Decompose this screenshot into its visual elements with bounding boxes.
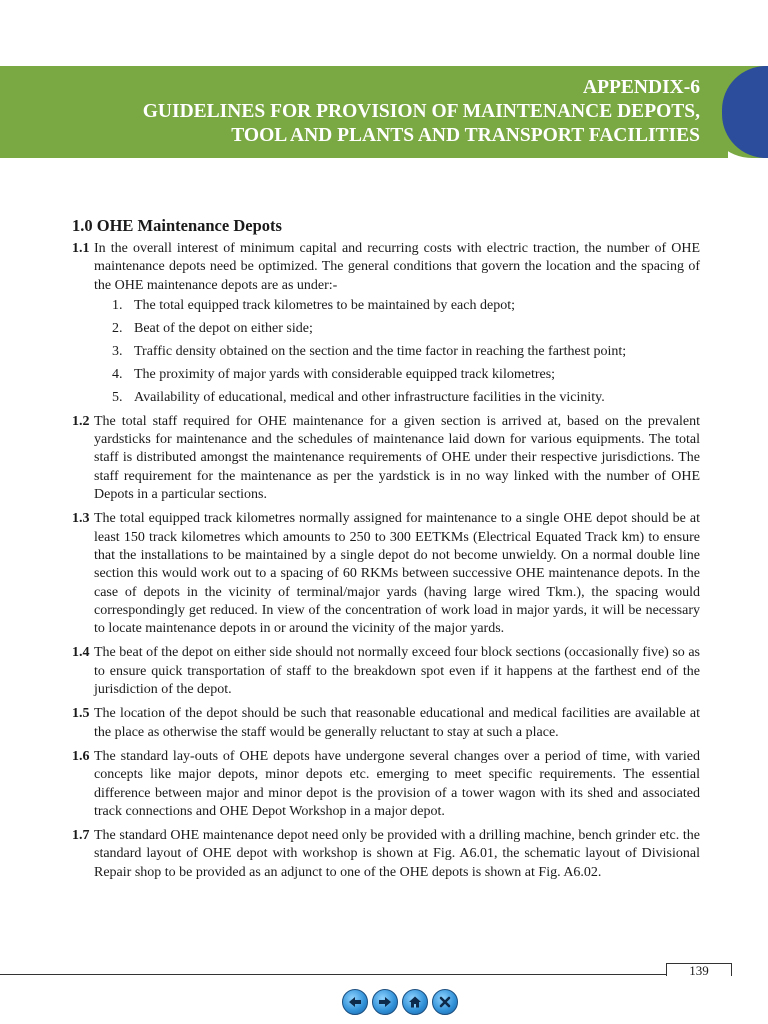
home-icon (408, 995, 422, 1009)
close-icon (438, 995, 452, 1009)
list-item-text: Availability of educational, medical and other infrastructure facilities in the vicinity. (134, 389, 605, 405)
list-item-number: 2. (112, 320, 123, 336)
back-arrow-icon (348, 995, 362, 1009)
appendix-label: APPENDIX-6 (583, 77, 700, 98)
list-item (94, 366, 700, 384)
paragraph-number: 1.3 (72, 511, 90, 527)
list-item-text: Traffic density obtained on the section and the time factor in reaching the farthest point; (134, 343, 627, 359)
list-item (94, 389, 700, 407)
list-item-number: 5. (112, 389, 123, 405)
paragraph-1-5 (72, 705, 700, 742)
paragraph-number: 1.1 (72, 241, 90, 256)
title-line-1: GUIDELINES FOR PROVISION OF MAINTENANCE DEPOTS, (142, 101, 700, 122)
forward-arrow-icon (378, 995, 392, 1009)
list-item-number: 3. (112, 343, 123, 359)
paragraph-text: The total equipped track kilometres normally assigned for maintenance to a single OHE depot should be at least 150 track kilometres which amounts to 250 to 300 EETKMs (Electrical Equated Track km) to ensure that the installations to be maintained by a single depot do not become unwieldy. On a normal double line section this would work out to a spacing of 60 RKMs between successive OHE maintenance depots. In the case of depots in the vicinity of terminal/major yards (having large wired Tkm.), the spacing would correspondingly get reduced. In view of the concentration of work load in major yards, it will be necessary to locate maintenance depots in or around the vicinity of the major yards. (94, 511, 700, 637)
paragraph-1-4 (72, 644, 700, 699)
section-heading: 1.0 OHE Maintenance Depots (72, 216, 282, 235)
paragraph-text: The standard lay-outs of OHE depots have undergone several changes over a period of time, with varied concepts like major depots, minor depots etc. emerging to meet specific requirements. The essential difference between major and minor depot is the provision of a tower wagon with its shed and associated track connections and OHE Depot Workshop in a major depot. (94, 748, 700, 819)
main-content (72, 240, 700, 888)
paragraph-text: The location of the depot should be such that reasonable educational and medical facilities are available at the place as otherwise the staff would be generally reluctant to stay at such a place. (94, 706, 700, 740)
close-button[interactable] (432, 989, 458, 1015)
paragraph-number: 1.6 (72, 748, 90, 764)
paragraph-number: 1.7 (72, 828, 90, 844)
list-item-number: 4. (112, 366, 123, 382)
footer-rule (0, 974, 666, 975)
back-button[interactable] (342, 989, 368, 1015)
list-item-text: The total equipped track kilometres to be maintained by each depot; (134, 297, 515, 313)
paragraph-text: The standard OHE maintenance depot need only be provided with a drilling machine, bench grinder etc. the standard layout of OHE depot with workshop is shown at Fig. A6.01, the schematic layout of Divisional Repair shop to be provided as an adjunct to one of the OHE depots is shown at Fig. A6.02. (94, 828, 700, 880)
navigation-bar (342, 989, 458, 1015)
paragraph-text: The beat of the depot on either side should not normally exceed four block sections (occasionally five) so as to ensure quick transportation of staff to the breakdown spot even if it happens at the farthest end of the jurisdiction of the depot. (94, 645, 700, 698)
header-title-block (143, 76, 700, 148)
paragraph-1-6 (72, 748, 700, 821)
page-number-box (666, 963, 732, 976)
paragraph-number: 1.4 (72, 645, 90, 661)
paragraph-text: In the overall interest of minimum capital and recurring costs with electric traction, the number of OHE maintenance depots need be optimized. The general conditions that govern the location and the spacing of the OHE maintenance depots are as under:- (94, 241, 700, 293)
home-button[interactable] (402, 989, 428, 1015)
forward-button[interactable] (372, 989, 398, 1015)
list-item (94, 320, 700, 338)
page-number: 139 (689, 963, 709, 978)
list-item-text: Beat of the depot on either side; (134, 320, 313, 336)
paragraph-number: 1.5 (72, 706, 90, 722)
title-line-2: TOOL AND PLANTS AND TRANSPORT FACILITIES (231, 125, 700, 146)
paragraph-text: The total staff required for OHE maintenance for a given section is arrived at, based on the prevalent yardsticks for maintenance and the schedules of maintenance laid down for various equipments. The total staff is distributed amongst the maintenance requirements of OHE under their respective jurisdictions. The staff requirement for the maintenance as per the yardstick is in no way linked with the number of OHE Depots in a particular sections. (94, 413, 700, 503)
list-item-number: 1. (112, 297, 123, 313)
paragraph-1-3 (72, 510, 700, 638)
paragraph-1-2 (72, 413, 700, 504)
paragraph-number: 1.2 (72, 413, 90, 429)
conditions-list (94, 297, 700, 407)
list-item (94, 297, 700, 315)
paragraph-1-1 (72, 240, 700, 407)
list-item (94, 343, 700, 361)
paragraph-1-7 (72, 827, 700, 882)
list-item-text: The proximity of major yards with considerable equipped track kilometres; (134, 366, 556, 382)
